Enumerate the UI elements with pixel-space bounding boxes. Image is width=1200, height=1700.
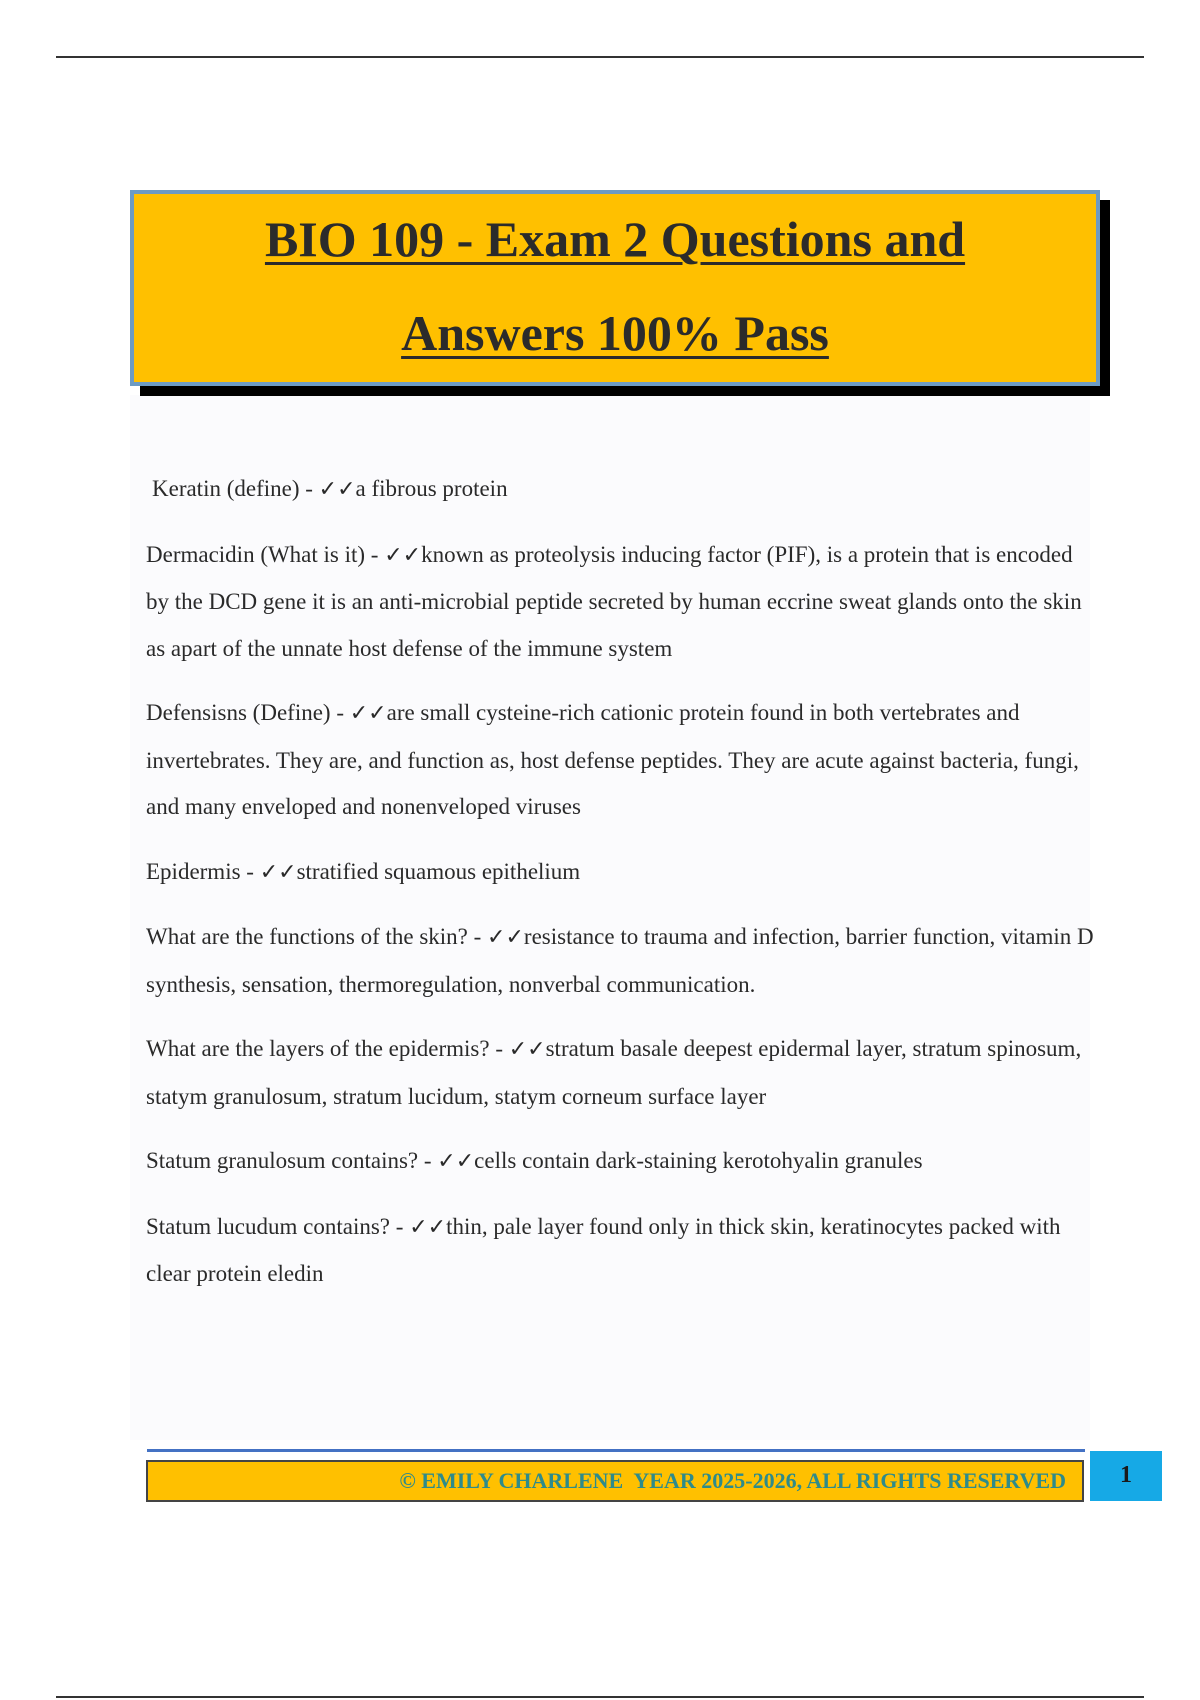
double-check-icon: ✓✓: [487, 925, 524, 950]
question: Statum granulosum contains? -: [146, 1148, 438, 1173]
qa-item: [146, 849, 1096, 897]
answer: stratum basale deepest epidermal layer, stratum spinosum, statym granulosum, stratum lucidum, statym corneum surface layer: [146, 1036, 1082, 1109]
question: Statum lucudum contains? -: [146, 1213, 410, 1239]
double-check-icon: ✓✓: [508, 1037, 546, 1062]
qa-list: [146, 466, 1096, 1316]
question: Epidermis -: [146, 858, 260, 884]
question: Dermacidin (What is it) -: [146, 541, 385, 567]
question: What are the layers of the epidermis? -: [146, 1036, 509, 1061]
answer: resistance to trauma and infection, barrier function, vitamin D synthesis, sensation, thermoregulation, nonverbal communication.: [146, 924, 1094, 997]
double-check-icon: ✓✓: [384, 542, 422, 568]
double-check-icon: ✓✓: [318, 477, 356, 502]
title-line-1: BIO 109 - Exam 2 Questions and: [264, 211, 966, 267]
page-number: 1: [1090, 1451, 1162, 1501]
title-banner: [130, 190, 1100, 386]
qa-item: [146, 466, 1096, 514]
qa-item: [146, 1138, 1096, 1186]
double-check-icon: ✓✓: [409, 1214, 447, 1240]
footer-rule: [147, 1449, 1085, 1452]
double-check-icon: ✓✓: [349, 701, 387, 726]
answer: cells contain dark-staining kerotohyalin granules: [474, 1148, 923, 1173]
answer: thin, pale layer found only in thick skin, keratinocytes packed with clear protein eledin: [146, 1213, 1061, 1286]
answer: stratified squamous epithelium: [296, 858, 581, 884]
copyright-banner: © EMILY CHARLENE YEAR 2025-2026, ALL RIGHTS RESERVED: [146, 1460, 1084, 1502]
qa-item: [146, 532, 1096, 673]
answer: are small cysteine-rich cationic protein found in both vertebrates and invertebrates. They are, and function as, host defense peptides. They are acute against bacteria, fungi, and many enveloped and nonenveloped viruses: [146, 700, 1079, 819]
question: Keratin (define) -: [152, 476, 319, 501]
double-check-icon: ✓✓: [259, 859, 297, 885]
question: Defensisns (Define) -: [146, 700, 350, 725]
qa-item: [146, 914, 1096, 1008]
answer: known as proteolysis inducing factor (PIF), is a protein that is encoded by the DCD gene it is an anti-microbial peptide secreted by human eccrine sweat glands onto the skin as apart of the unnate host defense of the immune system: [146, 541, 1082, 661]
qa-item: [146, 690, 1096, 831]
qa-item: [146, 1026, 1096, 1120]
footer-bottom-rule: [56, 1696, 1144, 1698]
question: What are the functions of the skin? -: [146, 924, 488, 949]
double-check-icon: ✓✓: [437, 1149, 475, 1174]
header-rule: [56, 56, 1144, 58]
qa-item: [146, 1204, 1096, 1298]
answer: a fibrous protein: [355, 476, 508, 501]
title-line-2: Answers 100% Pass: [401, 305, 829, 361]
